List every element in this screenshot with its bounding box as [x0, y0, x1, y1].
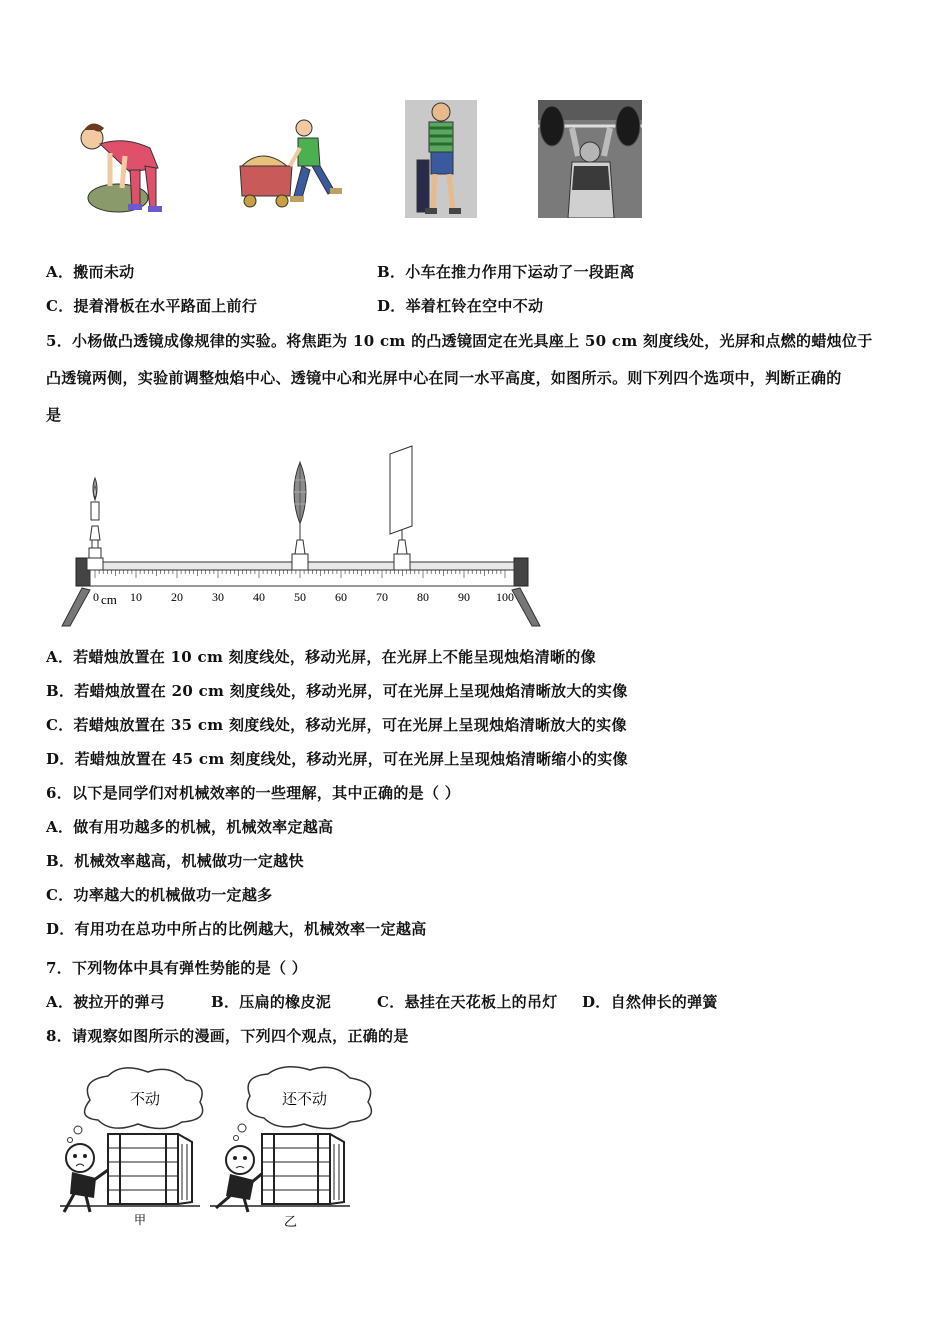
q7-option-d: D．自然伸长的弹簧: [582, 993, 718, 1011]
q5-option-b: B．若蜡烛放置在 20 cm 刻度线处，移动光屏，可在光屏上呈现烛焰清晰放大的实像: [46, 682, 628, 700]
label-yi: 乙: [284, 1215, 298, 1230]
bench-scale-strip: [90, 570, 514, 586]
q5-optical-bench-figure: [54, 440, 554, 630]
ruler-tick-label: 40: [253, 590, 265, 604]
q4-figure-c-carrying-skateboard: [405, 100, 477, 218]
ruler-tick-label: 60: [335, 590, 347, 604]
label-jia: 甲: [134, 1213, 147, 1227]
bubble-right-text: 还不动: [282, 1090, 328, 1108]
person-left: [64, 1144, 108, 1212]
bench-right-leg: [512, 588, 540, 626]
q4-option-a: A．搬而未动: [46, 263, 135, 281]
bench-left-leg: [62, 588, 90, 626]
ruler-tick-label: 80: [417, 590, 429, 604]
q6-stem: 6．以下是同学们对机械效率的一些理解，其中正确的是（ ）: [46, 784, 461, 802]
q6-option-d: D．有用功在总功中所占的比例越大，机械效率一定越高: [46, 920, 427, 938]
q7-stem: 7．下列物体中具有弹性势能的是（ ）: [46, 959, 308, 977]
ruler-tick-label: 100: [496, 590, 514, 604]
candle: [87, 478, 103, 570]
q8-stem: 8．请观察如图所示的漫画，下列四个观点，正确的是: [46, 1027, 409, 1045]
ruler-tick-label: 0: [93, 590, 99, 604]
q4-figure-a-lifting-bag: [70, 108, 180, 218]
convex-lens: [292, 462, 308, 570]
q8-cartoon-figure: [50, 1062, 390, 1232]
q4-figure-d-holding-barbell: [538, 100, 642, 218]
ruler-tick-label: 20: [171, 590, 183, 604]
q4-option-d: D．举着杠铃在空中不动: [377, 297, 544, 315]
q5-option-a: A．若蜡烛放置在 10 cm 刻度线处，移动光屏，在光屏上不能呈现烛焰清晰的像: [46, 648, 596, 666]
q4-figure-b-pushing-cart: [232, 116, 347, 211]
bubble-left-text: 不动: [130, 1090, 161, 1108]
crate-right: [262, 1134, 344, 1204]
q6-option-a: A．做有用功越多的机械，机械效率定越高: [46, 818, 334, 836]
q6-option-c: C．功率越大的机械做功一定越多: [46, 886, 273, 904]
ruler-unit: cm: [101, 592, 117, 607]
q5-stem-line-2: 凸透镜两侧，实验前调整烛焰中心、透镜中心和光屏中心在同一水平高度，如图所示。则下列四个选项中，判断正确的: [46, 369, 842, 387]
q5-stem-line-1: 5．小杨做凸透镜成像规律的实验。将焦距为 10 cm 的凸透镜固定在光具座上 50 cm 刻度线处，光屏和点燃的蜡烛位于: [46, 332, 873, 350]
ruler-tick-label: 70: [376, 590, 388, 604]
q7-option-c: C．悬挂在天花板上的吊灯: [377, 993, 558, 1011]
ruler-tick-label: 90: [458, 590, 470, 604]
q5-stem-line-3: 是: [46, 406, 62, 424]
q4-option-b: B．小车在推力作用下运动了一段距离: [377, 263, 635, 281]
ruler-tick-label: 30: [212, 590, 224, 604]
q5-option-d: D．若蜡烛放置在 45 cm 刻度线处，移动光屏，可在光屏上呈现烛焰清晰缩小的实像: [46, 750, 628, 768]
q7-option-a: A．被拉开的弹弓: [46, 993, 166, 1011]
ruler-tick-label: 50: [294, 590, 306, 604]
ruler-tick-label: 10: [130, 590, 142, 604]
light-screen: [390, 446, 412, 570]
q4-option-c: C．提着滑板在水平路面上前行: [46, 297, 258, 315]
bench-right-end-block: [514, 558, 528, 586]
q5-option-c: C．若蜡烛放置在 35 cm 刻度线处，移动光屏，可在光屏上呈现烛焰清晰放大的实像: [46, 716, 627, 734]
crate-left: [108, 1134, 192, 1204]
person-right: [216, 1146, 264, 1212]
q6-option-b: B．机械效率越高，机械做功一定越快: [46, 852, 304, 870]
q7-option-b: B．压扁的橡皮泥: [211, 993, 332, 1011]
